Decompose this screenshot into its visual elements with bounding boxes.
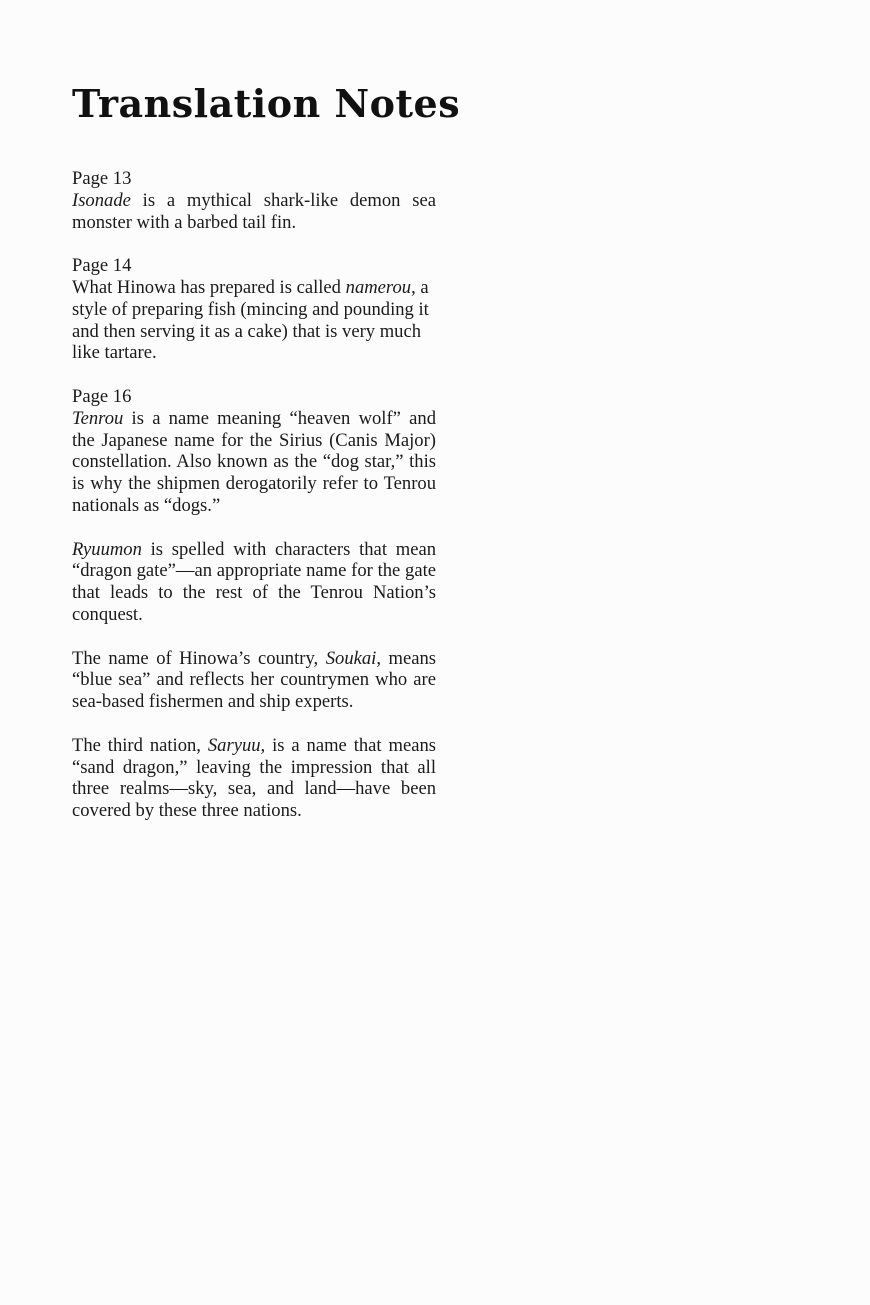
note-body	[72, 735, 436, 821]
note-text: is a name that means “sand dragon,” leaving the impression that all three realms—sky, sea, and land—have been covered by these three nations.	[72, 734, 436, 822]
note-text: is a mythical shark-like demon sea monster with a barbed tail fin.	[72, 189, 436, 233]
note-term: namerou	[345, 276, 412, 298]
note-soukai	[72, 648, 436, 713]
note-body	[72, 408, 436, 516]
note-term: Tenrou	[72, 407, 124, 429]
note-term: Soukai,	[325, 647, 381, 669]
note-text: is a name meaning “heaven wolf” and the Japanese name for the Sirius (Canis Major) constellation. Also known as the “dog star,” this is why the shipmen derogatorily refer to Tenrou nationals as “dogs.”	[72, 407, 436, 516]
note-page-label: Page 13	[72, 168, 132, 189]
note-text-before: What Hinowa has prepared is called	[72, 276, 346, 298]
translation-notes-page	[72, 78, 461, 844]
note-body	[72, 648, 436, 713]
note-page-label: Page 16	[72, 385, 132, 407]
page-title: Translation Notes	[72, 81, 461, 126]
note-saryuu	[72, 735, 436, 822]
note-body	[72, 277, 429, 363]
note-text: is spelled with characters that mean “dragon gate”—an appropriate name for the gate that leads to the rest of the Tenrou Nation’s conquest.	[72, 538, 436, 625]
note-text-before: The name of Hinowa’s country,	[72, 647, 326, 669]
note-page-13	[72, 168, 436, 233]
note-ryuumon	[72, 539, 436, 626]
note-term: Saryuu,	[207, 734, 266, 756]
note-page-14	[72, 255, 436, 364]
note-body	[72, 539, 436, 625]
note-page-label: Page 14	[72, 255, 132, 277]
note-term: Isonade	[72, 189, 131, 211]
note-term: Ryuumon	[72, 538, 142, 560]
note-body	[72, 190, 436, 233]
note-text: means “blue sea” and reflects her countrymen who are sea-based fishermen and ship experts.	[72, 647, 436, 713]
note-page-16	[72, 386, 436, 517]
note-text: , a style of preparing fish (mincing and pounding it and then serving it as a cake) that is very much like tartare.	[72, 276, 429, 364]
note-text-before: The third nation,	[72, 734, 208, 756]
